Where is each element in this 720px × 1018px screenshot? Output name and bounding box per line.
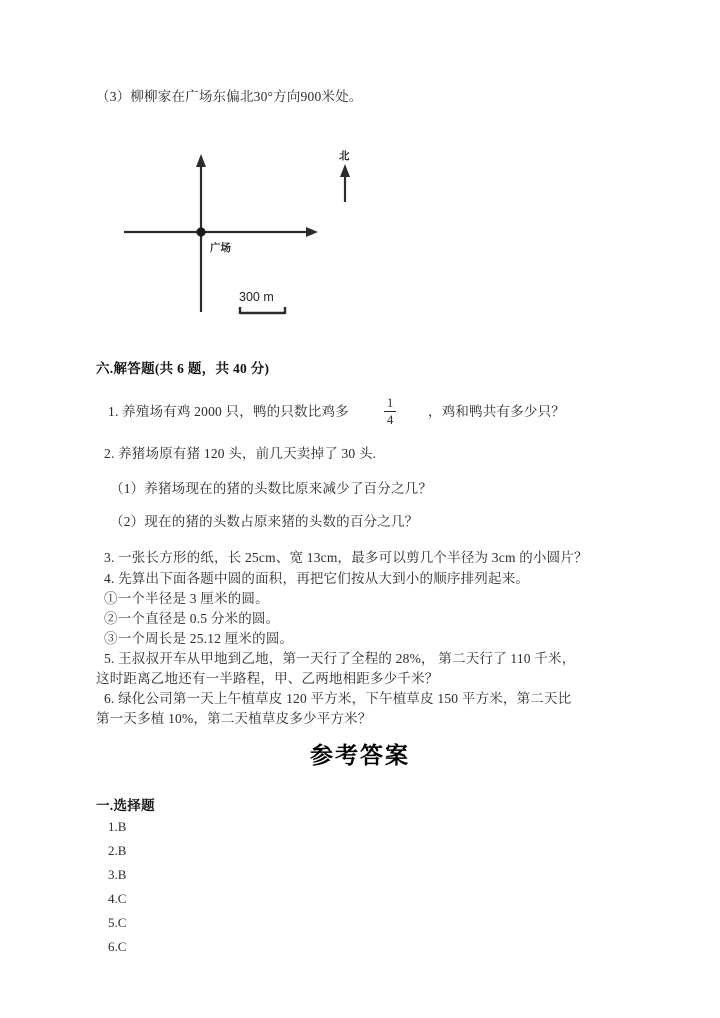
answer-item: 5.C bbox=[108, 915, 127, 930]
question-2-text: 2. 养猪场原有猪 120 头，前几天卖掉了 30 头. bbox=[104, 446, 377, 461]
fraction-bar bbox=[384, 411, 396, 412]
answers-section-heading: 一.选择题 bbox=[96, 798, 155, 813]
answer-item: 2.B bbox=[108, 843, 127, 858]
question-4-item-1: ①一个半径是 3 厘米的圆。 bbox=[104, 591, 269, 606]
answer-item: 6.C bbox=[108, 939, 127, 954]
north-label: 北 bbox=[339, 150, 350, 162]
question-4-item-2: ②一个直径是 0.5 分米的圆。 bbox=[104, 611, 280, 626]
answer-item: 3.B bbox=[108, 867, 127, 882]
question-5-line-2: 这时距离乙地还有一半路程，甲、乙两地相距多少千米？ bbox=[96, 671, 439, 686]
section-six-heading: 六.解答题(共 6 题，共 40 分) bbox=[96, 361, 270, 376]
answer-item: 4.C bbox=[108, 891, 127, 906]
question-1-text-before: 1. 养殖场有鸡 2000 只，鸭的只数比鸡多 bbox=[108, 404, 349, 419]
question-4-item-3: ③一个周长是 25.12 厘米的圆。 bbox=[104, 631, 294, 646]
question-3-text: 3. 一张长方形的纸，长 25cm、宽 13cm，最多可以剪几个半径为 3cm 的小圆片？ bbox=[104, 550, 588, 565]
question-6-line-1: 6. 绿化公司第一天上午植草皮 120 平方米，下午植草皮 150 平方米，第二天比 bbox=[104, 691, 572, 706]
direction-diagram bbox=[110, 140, 400, 330]
answers-title: 参考答案 bbox=[310, 743, 410, 768]
fraction-one-quarter bbox=[384, 396, 396, 427]
question-6-line-2: 第一天多植 10%，第二天植草皮多少平方米？ bbox=[96, 711, 372, 726]
east-arrowhead bbox=[306, 227, 318, 237]
answer-item: 1.B bbox=[108, 819, 127, 834]
scale-label: 300 m bbox=[239, 290, 274, 304]
north-indicator-arrowhead bbox=[340, 164, 350, 177]
question-1-text-after: ，鸡和鸭共有多少只？ bbox=[428, 404, 565, 419]
origin-point bbox=[196, 227, 205, 236]
square-label: 广场 bbox=[210, 242, 231, 254]
question-2-sub-1: （1）养猪场现在的猪的头数比原来减少了百分之几？ bbox=[110, 481, 433, 496]
scale-bar bbox=[240, 307, 285, 314]
fraction-numerator: 1 bbox=[387, 396, 394, 410]
question-5-line-1: 5. 王叔叔开车从甲地到乙地，第一天行了全程的 28%， 第二天行了 110 千米， bbox=[104, 651, 576, 666]
question-4-text: 4. 先算出下面各题中圆的面积，再把它们按从大到小的顺序排列起来。 bbox=[104, 571, 530, 586]
question-2-sub-2: （2）现在的猪的头数占原来猪的头数的百分之几？ bbox=[110, 514, 419, 529]
fraction-denominator: 4 bbox=[387, 413, 394, 427]
question-3-statement: （3）柳柳家在广场东偏北30°方向900米处。 bbox=[96, 89, 363, 104]
north-axis-arrowhead bbox=[196, 154, 206, 167]
